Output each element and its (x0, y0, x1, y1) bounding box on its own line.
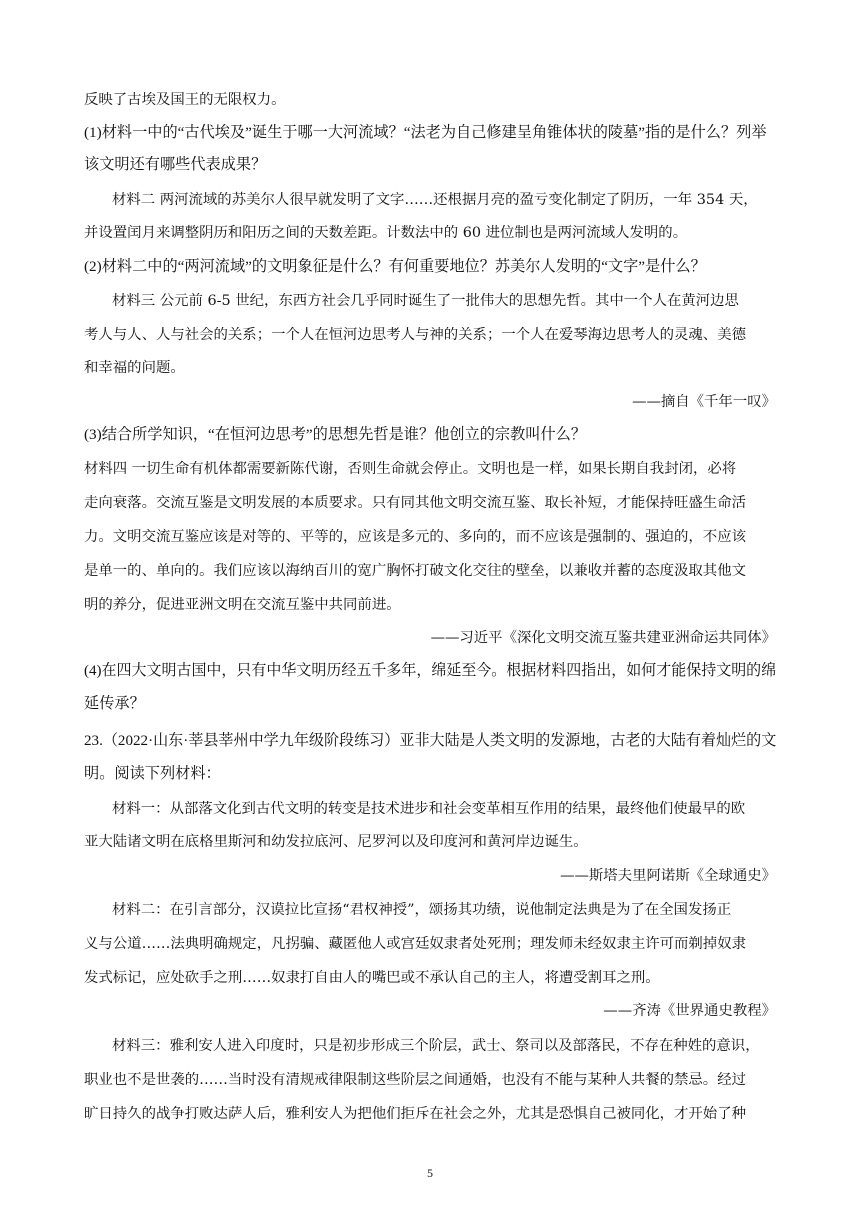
text-line: 和幸福的问题。 (84, 360, 185, 376)
source-citation: ——斯塔夫里阿诺斯《全球通史》 (560, 868, 776, 884)
text-line: 职业也不是世袭的……当时没有清规戒律限制这些阶层之间通婚，也没有不能与某种人共餐的禁忌。经过 (84, 1072, 746, 1088)
question-3: (3)结合所学知识，“在恒河边思考”的思想先哲是谁？他创立的宗教叫什么？ (84, 426, 587, 443)
source-citation: ——齐涛《世界通史教程》 (603, 1003, 776, 1019)
source-citation: ——习近平《深化文明交流互鉴共建亚洲命运共同体》 (430, 630, 776, 646)
text-line: 力。文明交流互鉴应该是对等的、平等的，应该是多元的、多向的，而不应该是强制的、强迫的，不应该 (84, 529, 746, 545)
material-4: 材料四 一切生命有机体都需要新陈代谢，否则生命就会停止。文明也是一样，如果长期自我封闭，必将 (84, 461, 737, 477)
question-1: (1)材料一中的“古代埃及”诞生于哪一大河流域？“法老为自己修建呈角锥体状的陵墓”指的是什么？列举 (84, 124, 767, 141)
question-4: (4)在四大文明古国中，只有中华文明历经五千多年，绵延至今。根据材料四指出，如何才能保持文明的绵 (84, 662, 777, 679)
text-line: 明的养分，促进亚洲文明在交流互鉴中共同前进。 (84, 597, 401, 613)
text-line: 明。阅读下列材料： (84, 765, 221, 782)
text-line: 反映了古埃及国王的无限权力。 (84, 92, 286, 108)
text-line: 发式标记，应处砍手之刑……奴隶打自由人的嘴巴或不承认自己的主人，将遭受割耳之刑。 (84, 970, 660, 986)
text-line: 亚大陆诸文明在底格里斯河和幼发拉底河、尼罗河以及印度河和黄河岸边诞生。 (84, 834, 588, 850)
page-number: 5 (427, 1166, 433, 1180)
text-line: 考人与人、人与社会的关系；一个人在恒河边思考人与神的关系；一个人在爱琴海边思考人的灵魂、美德 (84, 327, 746, 343)
material-2b: 材料二：在引言部分，汉谟拉比宣扬“君权神授”，颂扬其功绩，说他制定法典是为了在全国发扬正 (112, 902, 732, 918)
text-line: 旷日持久的战争打败达萨人后，雅利安人为把他们拒斥在社会之外，尤其是恐惧自己被同化，才开始了种 (84, 1106, 746, 1122)
material-3: 材料三 公元前 6-5 世纪，东西方社会几乎同时诞生了一批伟大的思想先哲。其中一个人在黄河边思 (112, 293, 739, 309)
material-2: 材料二 两河流域的苏美尔人很早就发明了文字……还根据月亮的盈亏变化制定了阴历，一年 354 天， (112, 192, 758, 208)
source-citation: ——摘自《千年一叹》 (632, 394, 776, 410)
text-line: 义与公道……法典明确规定，凡拐骗、藏匿他人或宫廷奴隶者处死刑；理发师未经奴隶主许可而剃掉奴隶 (84, 936, 746, 952)
text-line: 是单一的、单向的。我们应该以海纳百川的宽广胸怀打破文化交往的壁垒，以兼收并蓄的态度汲取其他文 (84, 563, 746, 579)
question-23-title: 23.（2022·山东·莘县莘州中学九年级阶段练习）亚非大陆是人类文明的发源地，古老的大陆有着灿烂的文 (84, 732, 777, 749)
text-line: 走向衰落。交流互鉴是文明发展的本质要求。只有同其他文明交流互鉴、取长补短，才能保持旺盛生命活 (84, 495, 746, 511)
material-3b: 材料三：雅利安人进入印度时，只是初步形成三个阶层，武士、祭司以及部落民，不存在种姓的意识， (112, 1038, 760, 1054)
text-line: 该文明还有哪些代表成果？ (84, 156, 267, 173)
question-2: (2)材料二中的“两河流域”的文明象征是什么？有何重要地位？苏美尔人发明的“文字”是什么？ (84, 258, 706, 275)
text-line: 延传承？ (84, 695, 145, 712)
material-1: 材料一：从部落文化到古代文明的转变是技术进步和社会变革相互作用的结果，最终他们使最早的欧 (112, 801, 746, 817)
text-line: 并设置闰月来调整阴历和阳历之间的天数差距。计数法中的 60 进位制也是两河流域人发明的。 (84, 225, 688, 241)
